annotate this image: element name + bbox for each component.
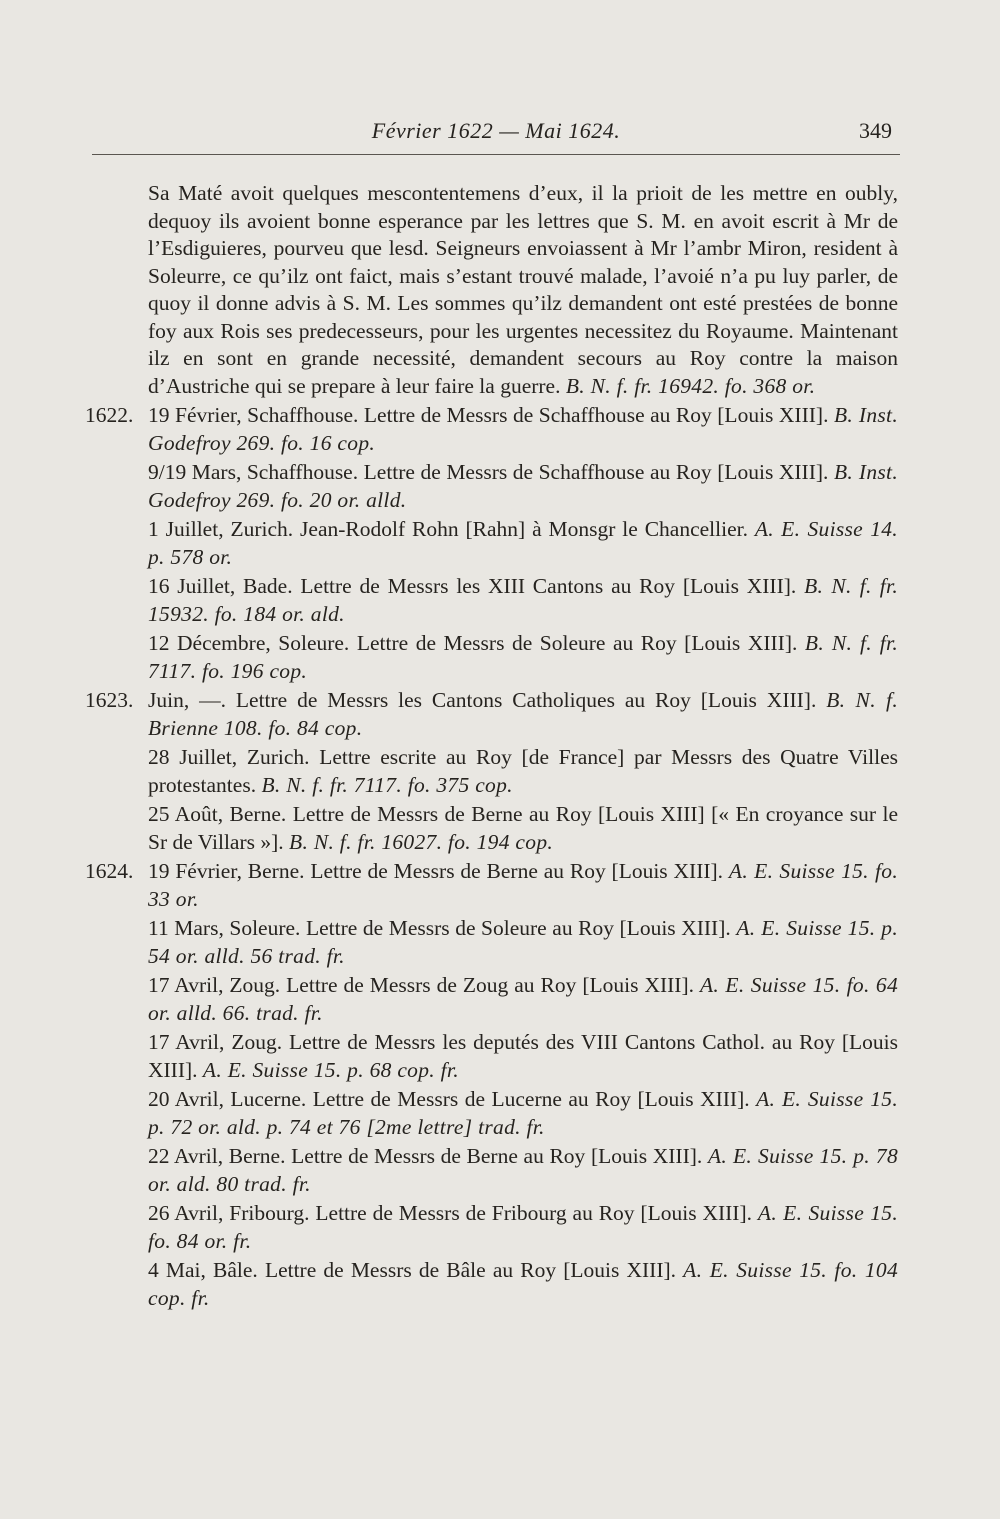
entry-date: 1 Juillet, Zurich. [148,517,294,541]
entry-date: 19 Février, Berne. [148,859,305,883]
entry-date: 19 Février, Schaffhouse. [148,403,359,427]
page-header [92,118,900,148]
entry-item [108,915,898,970]
entry-text: Lettre de Messrs de Lucerne au Roy [Louis XIII]. [312,1087,750,1111]
entry-date: 28 Juillet, Zurich. [148,745,310,769]
entry-text: Lettre de Messrs de Soleure au Roy [Louis XIII]. [306,916,731,940]
entry-item [108,1143,898,1198]
entry-date: 16 Juillet, Bade. [148,574,293,598]
entry-text: Lettre escrite au Roy [de France] par Messrs des Quatre Villes protestantes. [148,745,898,797]
entry-ref: A. E. Suisse 15. fo. 104 cop. fr. [148,1258,898,1310]
entry-item [85,687,899,742]
entry-date: 9/19 Mars, Schaffhouse. [148,460,359,484]
entry-ref: B. N. f. fr. 7117. fo. 375 cop. [261,772,513,797]
page-content [85,180,899,1314]
entry-item [108,1029,898,1084]
entry-item [85,858,898,913]
entry-text: Lettre de Messrs de Zoug au Roy [Louis XIII]. [286,973,695,997]
running-title: Février 1622 — Mai 1624. [371,118,621,143]
entry-ref: A. E. Suisse 15. p. 54 or. alld. 56 trad. fr. [148,916,899,968]
entry-text: Lettre de Messrs de Berne au Roy [Louis XIII]. [291,1144,703,1168]
entry-ref: B. Inst. Godefroy 269. fo. 20 or. alld. [148,460,898,512]
entry-ref: A. E. Suisse 14. p. 578 or. [148,517,898,569]
entry-ref: B. Inst. Godefroy 269. fo. 16 cop. [148,403,899,455]
entry-text: Lettre de Messrs les Cantons Catholiques au Roy [Louis XIII]. [235,688,817,712]
entry-ref: A. E. Suisse 15. fo. 84 or. fr. [148,1201,898,1253]
entry-date: 4 Mai, Bâle. [148,1258,258,1282]
entry-text: Lettre de Messrs de Berne au Roy [Louis XIII]. [310,859,724,883]
entry-text: Lettre de Messrs de Bâle au Roy [Louis XIII]. [264,1258,677,1282]
entry-item [85,402,899,457]
entry-date: 22 Avril, Berne. [148,1144,286,1168]
entry-ref: A. E. Suisse 15. fo. 64 or. alld. 66. trad. fr. [148,973,899,1025]
entry-item [108,516,898,571]
entry-date: Juin, —. [148,688,226,712]
entry-date: 25 Août, Berne. [148,802,287,826]
entry-date: 17 Avril, Zoug. [148,1030,283,1054]
entry-ref: B. N. f. Brienne 108. fo. 84 cop. [148,688,899,740]
entry-date: 26 Avril, Fribourg. [148,1201,310,1225]
entry-date: 12 Décembre, Soleure. [148,631,350,655]
entry-text: Lettre de Messrs de Schaffhouse au Roy [Louis XIII]. [363,403,829,427]
entry-item [108,801,898,856]
intro-paragraph-ref: B. N. f. fr. 16942. fo. 368 or. [565,373,816,398]
entry-ref: A. E. Suisse 15. p. 72 or. ald. p. 74 et 76 [2me lettre] trad. fr. [148,1087,898,1139]
entry-year: 1623. [85,688,134,712]
entry-item [108,972,898,1027]
entry-date: 11 Mars, Soleure. [148,916,301,940]
entry-ref: B. N. f. fr. 16027. fo. 194 cop. [289,829,554,854]
entry-text: Lettre de Messrs de Soleure au Roy [Louis XIII]. [356,631,798,655]
intro-paragraph-text: Sa Maté avoit quelques mescontentemens d’eux, il la prioit de les mettre en oubly, dequoy ils avoient bonne esperance par les lettres que S. M. en avoit escrit à Mr de l’Esdiguieres, pourveu que lesd. Seigneurs envoiassent à Mr l’ambr Miron, resident à Soleurre, ce qu’ilz ont faict, mais s’estant trouvé malade, l’avoié n’a pu luy parler, de quoy il donne advis à S. M. Les sommes qu’ilz demandent ont esté prestées de bonne foy aux Rois ses predecesseurs, pour les urgentes necessitez du Royaume. Maintenant ilz en sont en grande necessité, demandent secours au Roy contre la maison d’Austriche qui se prepare à leur faire la guerre. [148,181,898,398]
entry-text: Jean-Rodolf Rohn [Rahn] à Monsgr le Chancellier. [300,517,748,541]
intro-paragraph [108,180,898,400]
entry-item [108,573,898,628]
entry-ref: B. N. f. fr. 7117. fo. 196 cop. [148,631,898,683]
entry-text: Lettre de Messrs de Berne au Roy [Louis XIII] [« En croyance sur le Sr de Villars »]. [148,802,899,854]
entry-list [85,402,899,1312]
entry-text: Lettre de Messrs les deputés des VIII Cantons Cathol. au Roy [Louis XIII]. [148,1030,899,1082]
entry-item [108,1200,898,1255]
entry-text: Lettre de Messrs les XIII Cantons au Roy [Louis XIII]. [300,574,797,598]
entry-date: 20 Avril, Lucerne. [148,1087,307,1111]
entry-item [108,459,898,514]
entry-text: Lettre de Messrs de Fribourg au Roy [Louis XIII]. [315,1201,752,1225]
entry-date: 17 Avril, Zoug. [148,973,281,997]
entry-item [108,1257,898,1312]
entry-ref: B. N. f. fr. 15932. fo. 184 or. ald. [148,574,899,626]
entry-text: Lettre de Messrs de Schaffhouse au Roy [Louis XIII]. [363,460,829,484]
entry-ref: A. E. Suisse 15. fo. 33 or. [148,859,898,911]
entry-item [108,744,898,799]
entry-year: 1624. [85,859,134,883]
entry-ref: A. E. Suisse 15. p. 68 cop. fr. [202,1057,459,1082]
entry-item [108,630,898,685]
entry-item [108,1086,898,1141]
header-rule [92,154,900,155]
page-number: 349 [859,118,892,143]
entry-year: 1622. [85,403,134,427]
entry-ref: A. E. Suisse 15. p. 78 or. ald. 80 trad. fr. [148,1144,899,1196]
